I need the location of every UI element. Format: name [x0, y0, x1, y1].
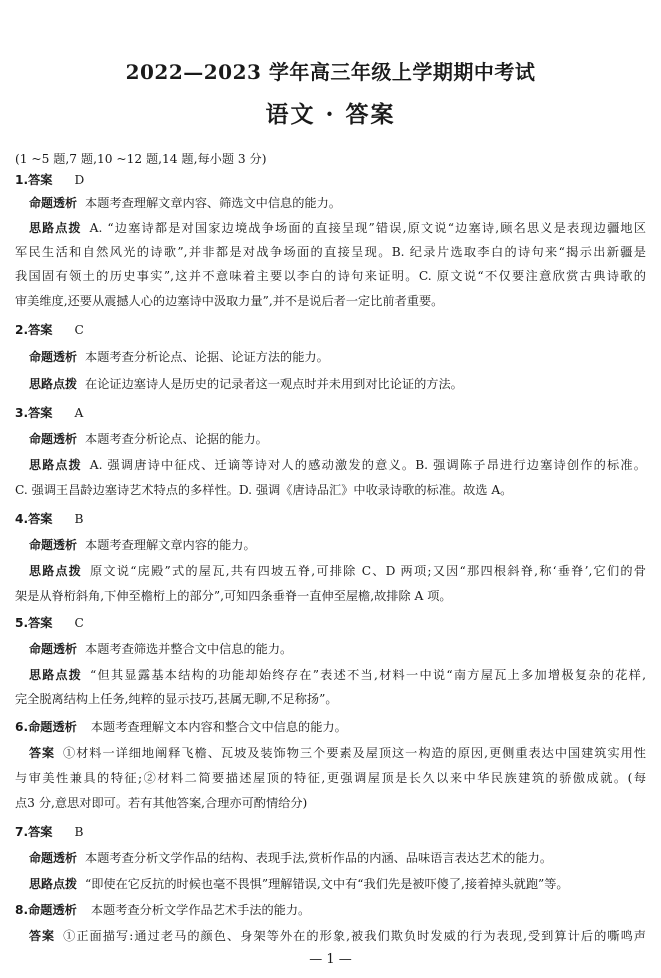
- hint-text-line: 我国固有领土的历史事实”,这并不意味着主要以李白的诗句来证明。C. 原文说“不仅要注意欣赏古典诗歌的: [15, 269, 646, 283]
- answer-value: B: [74, 512, 84, 526]
- answer-text-line: 与审美性兼具的特征;②材料二简要描述屋顶的特征,更强调屋顶是长久以来中华民族建筑的骄傲成就。(每: [15, 771, 646, 785]
- answer-value: D: [74, 173, 85, 187]
- hint-text: 原文说“庑殿”式的屋瓦,共有四坡五脊,可排除 C、D 两项;又因“那四根斜脊,称‘垂脊’,它们的骨: [89, 564, 646, 578]
- analysis-line: [29, 641, 292, 657]
- answer-label: 答案: [29, 746, 55, 760]
- question-number: 7.: [15, 825, 29, 839]
- question-header: [15, 902, 310, 918]
- hint-label: 思路点拨: [29, 377, 78, 391]
- answer-value: A: [74, 406, 84, 420]
- analysis-label: 命题透析: [29, 851, 78, 865]
- hint-label: 思路点拨: [29, 221, 82, 235]
- question-header: [15, 322, 84, 338]
- scoring-note: (1 ~5 题,7 题,10 ~12 题,14 题,每小题 3 分): [15, 152, 267, 166]
- hint-text-line: 军民生活和自然风光的诗歌”,并非都是对战争场面的直接呈现。B. 纪录片选取李白的诗句来“揭示出新疆是: [15, 245, 646, 259]
- analysis-line: [29, 537, 256, 553]
- analysis-line: [29, 349, 329, 365]
- hint-text-line: 完全脱离结构上任务,纯粹的显示技巧,甚属无聊,不足称扬”。: [15, 692, 338, 706]
- analysis-text: 本题考查理解文章内容、筛选文中信息的能力。: [85, 196, 341, 210]
- hint-line: [29, 667, 646, 683]
- page-number: — 1 —: [309, 952, 352, 967]
- hint-label: 思路点拨: [29, 458, 82, 472]
- question-number: 3.: [15, 406, 29, 420]
- question-header: [15, 172, 84, 188]
- hint-label: 思路点拨: [29, 877, 78, 891]
- answer-value: C: [74, 616, 84, 630]
- hint-text-line: 审美维度,还要从震撼人心的边塞诗中汲取力量”,并不是说后者一定比前者重要。: [15, 294, 444, 308]
- exam-subtitle: 语文 · 答案: [265, 101, 396, 128]
- analysis-text: 本题考查理解文本内容和整合文中信息的能力。: [90, 720, 347, 734]
- answer-value: C: [74, 323, 84, 337]
- answer-label: 答案: [28, 616, 53, 630]
- question-header: [15, 511, 83, 527]
- answer-text: ①正面描写:通过老马的颜色、身架等外在的形象,被我们欺负时发威的行为表现,受到算计后的嘶鸣声: [63, 929, 646, 943]
- question-number: 5.: [15, 616, 29, 630]
- hint-line: [29, 376, 463, 392]
- answer-label: 答案: [28, 323, 53, 337]
- analysis-text: 本题考查分析论点、论据、论证方法的能力。: [85, 350, 329, 364]
- question-header: [15, 615, 84, 631]
- answer-label: 答案: [28, 512, 53, 526]
- analysis-text: 本题考查分析文学作品的结构、表现手法,赏析作品的内涵、品味语言表达艺术的能力。: [85, 851, 553, 865]
- answer-text: ①材料一详细地阐释飞檐、瓦坡及装饰物三个要素及屋顶这一构造的原因,更侧重表达中国建筑实用性: [62, 746, 646, 760]
- answer-text-line: 点3 分,意思对即可。若有其他答案,合理亦可酌情给分): [15, 796, 308, 810]
- analysis-text: 本题考查分析论点、论据的能力。: [85, 432, 268, 446]
- analysis-label: 命题透析: [28, 903, 77, 917]
- exam-title: 2022—2023 学年高三年级上学期期中考试: [125, 60, 536, 84]
- question-number: 2.: [15, 323, 29, 337]
- analysis-label: 命题透析: [28, 720, 77, 734]
- hint-line: [29, 876, 569, 892]
- analysis-label: 命题透析: [29, 432, 78, 446]
- hint-text-line: C. 强调王昌龄边塞诗艺术特点的多样性。D. 强调《唐诗品汇》中收录诗歌的标准。故选 A。: [15, 483, 513, 497]
- hint-text: “即使在它反抗的时候也毫不畏惧”理解错误,文中有“我们先是被吓傻了,接着掉头就跑”等。: [85, 877, 569, 891]
- answer-label: 答案: [28, 825, 53, 839]
- question-number: 4.: [15, 512, 29, 526]
- question-number: 6.: [15, 720, 29, 734]
- answer-line: [29, 745, 646, 761]
- hint-line: [29, 563, 646, 579]
- answer-label: 答案: [29, 929, 56, 943]
- question-number: 8.: [15, 903, 29, 917]
- hint-text: “但其显露基本结构的功能却始终存在”表述不当,材料一中说“南方屋瓦上多加增极复杂的花样,: [90, 668, 646, 682]
- question-header: [15, 405, 83, 421]
- hint-text: A. 强调唐诗中征戍、迁谪等诗对人的感动激发的意义。B. 强调陈子昂进行边塞诗创作的标准。: [89, 458, 646, 472]
- analysis-label: 命题透析: [29, 196, 78, 210]
- hint-text: 在论证边塞诗人是历史的记录者这一观点时并未用到对比论证的方法。: [85, 377, 463, 391]
- analysis-text: 本题考查理解文章内容的能力。: [85, 538, 256, 552]
- analysis-line: [29, 850, 552, 866]
- analysis-text: 本题考查筛选并整合文中信息的能力。: [85, 642, 293, 656]
- question-header: [15, 824, 83, 840]
- answer-value: B: [74, 825, 84, 839]
- hint-line: [29, 457, 646, 473]
- question-number: 1.: [15, 173, 29, 187]
- analysis-text: 本题考查分析文学作品艺术手法的能力。: [90, 903, 311, 917]
- analysis-line: [29, 195, 341, 211]
- hint-label: 思路点拨: [29, 668, 83, 682]
- answer-label: 答案: [28, 406, 53, 420]
- hint-line: [29, 220, 646, 236]
- analysis-label: 命题透析: [29, 538, 78, 552]
- analysis-label: 命题透析: [29, 642, 78, 656]
- hint-text: A. “边塞诗都是对国家边境战争场面的直接呈现”错误,原文说“边塞诗,顾名思义是表现边疆地区: [89, 221, 646, 235]
- answer-line: [29, 928, 646, 944]
- answer-label: 答案: [28, 173, 53, 187]
- question-header: [15, 719, 347, 735]
- analysis-line: [29, 431, 268, 447]
- hint-text-line: 架是从脊桁斜角,下伸至檐桁上的部分”,可知四条垂脊一直伸至屋檐,故排除 A 项。: [15, 589, 452, 603]
- hint-label: 思路点拨: [29, 564, 82, 578]
- analysis-label: 命题透析: [29, 350, 78, 364]
